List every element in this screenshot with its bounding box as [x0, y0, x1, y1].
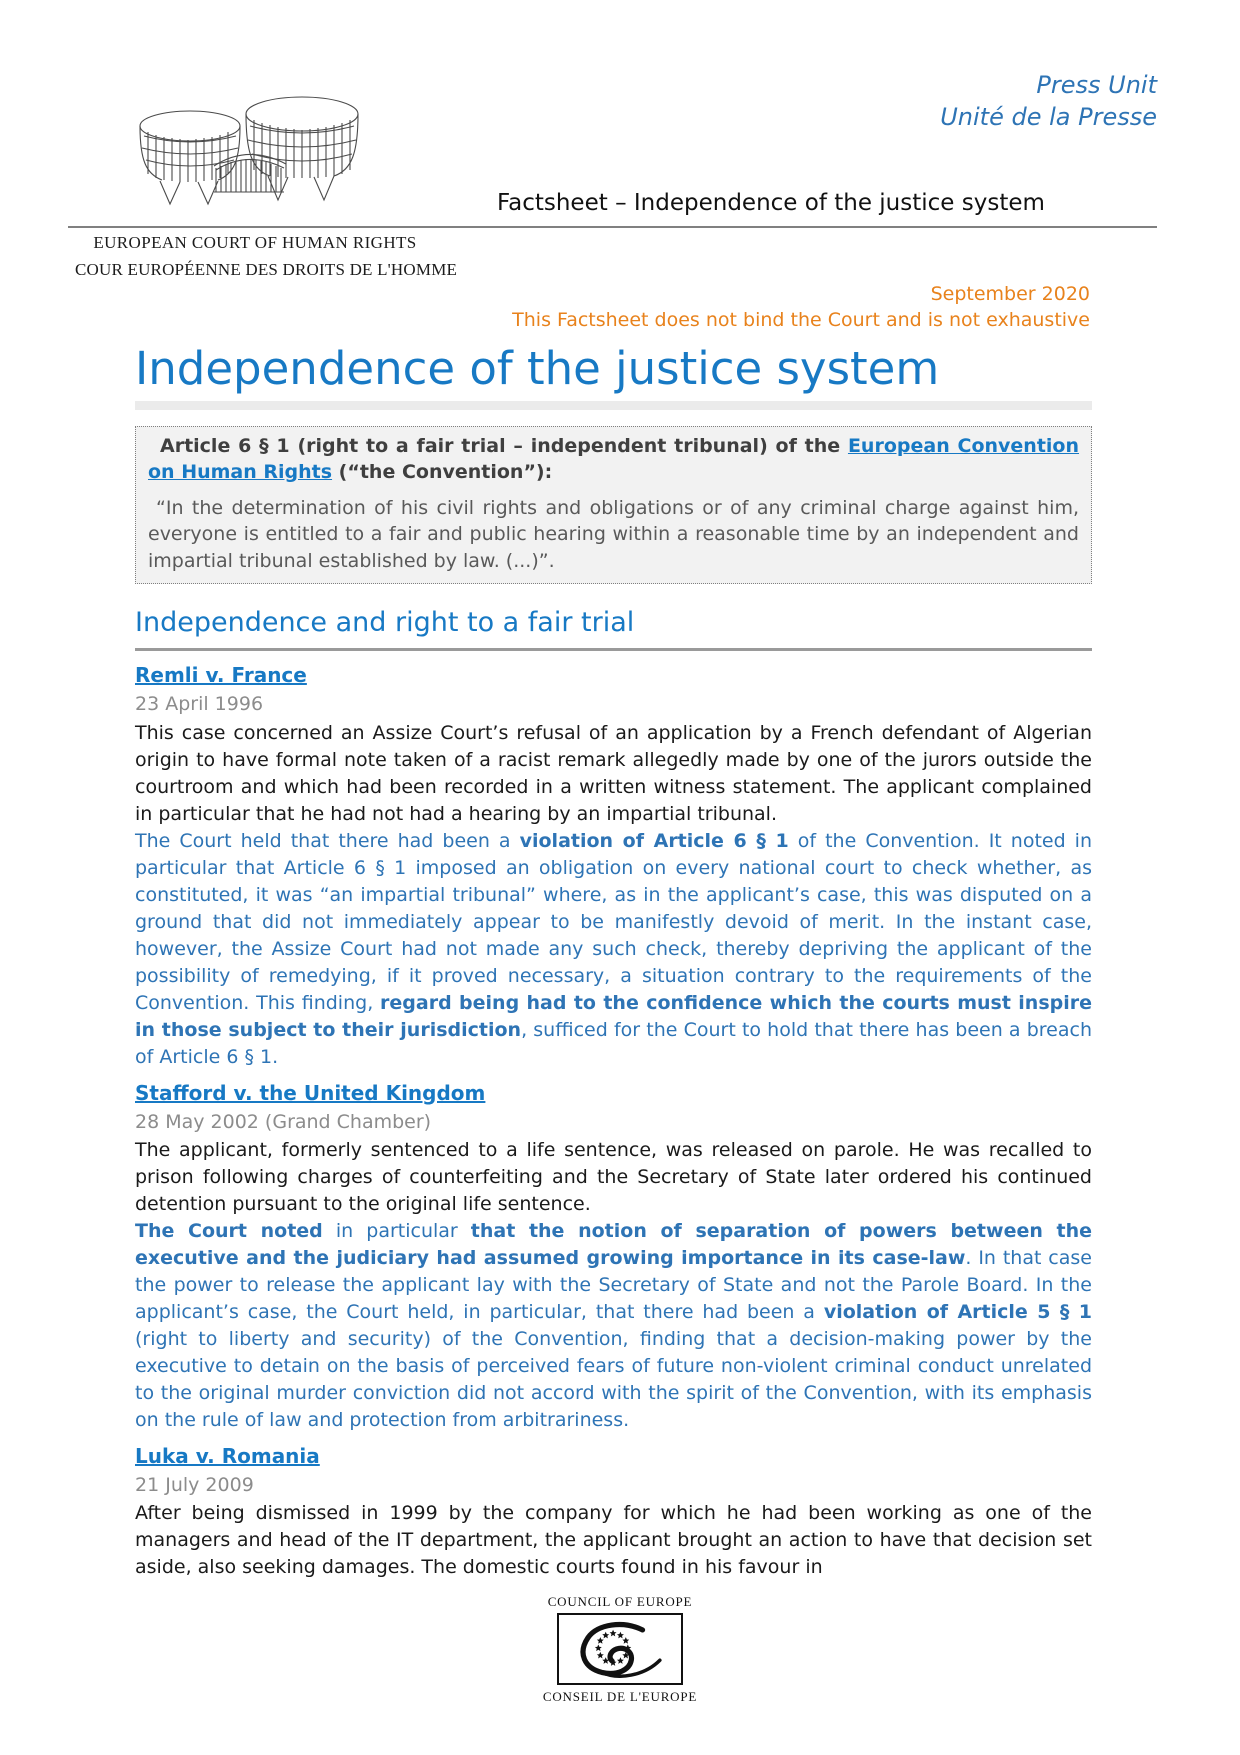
coe-label-fr: CONSEIL DE L'EUROPE [542, 1689, 698, 1704]
press-unit-en: Press Unit [1036, 71, 1157, 99]
section-title: Independence and right to a fair trial [135, 606, 635, 638]
case-date: 28 May 2002 (Grand Chamber) [135, 1110, 432, 1133]
footer [0, 1594, 1240, 1705]
press-unit-label [940, 70, 1157, 133]
convention-box [135, 426, 1092, 584]
case-facts: The applicant, formerly sentenced to a life sentence, was released on parole. He was recalled to prison following charges of counterfeiting and the Secretary of State later ordered his continued detention pursuant to the original life sentence. [135, 1139, 1092, 1216]
case-facts: This case concerned an Assize Court’s refusal of an application by a French defendant of Algerian origin to have formal note taken of a racist remark allegedly made by one of the jurors outside the courtroom and which had been recorded in a written witness statement. The applicant complained in particular that he had not had a hearing by an impartial tribunal. [135, 721, 1092, 825]
convention-quote: “In the determination of his civil rights and obligations or of any criminal charge against him, everyone is entitled to a fair and public hearing within a reasonable time by an independent and impartial tribunal established by law. (...)”. [148, 496, 1079, 572]
page-title: Independence of the justice system [135, 342, 940, 395]
case-link-remli[interactable]: Remli v. France [135, 663, 307, 688]
header-divider [68, 226, 1157, 228]
echr-building-logo [118, 78, 370, 234]
notice-disclaimer: This Factsheet does not bind the Court and is not exhaustive [512, 309, 1090, 332]
convention-heading-suffix: (“the Convention”): [332, 461, 553, 484]
case-link-stafford[interactable]: Stafford v. the United Kingdom [135, 1080, 486, 1105]
press-unit-fr: Unité de la Presse [940, 102, 1157, 131]
main-content [135, 340, 1092, 1581]
notice-date: September 2020 [930, 283, 1090, 305]
case-stafford [135, 1081, 1092, 1434]
convention-box-heading [148, 433, 1079, 486]
case-remli [135, 663, 1092, 1070]
section-divider [135, 648, 1092, 651]
case-holding: The Court held that there had been a violation of Article 6 § 1 of the Convention. It noted in particular that Article 6 § 1 imposed an obligation on every national court to check whether, as constituted, it was “an impartial tribunal” where, as in the applicant’s case, this was disputed on a ground that did not immediately appear to be manifestly devoid of merit. In the instant case, however, the Assize Court had not made any such check, thereby depriving the applicant of the possibility of remedying, if it proved necessary, a situation contrary to the requirements of the Convention. This finding, regard being had to the confidence which the courts must inspire in those subject to their jurisdiction, sufficed for the Court to hold that there has been a breach of Article 6 § 1. [135, 829, 1093, 1068]
case-link-luka[interactable]: Luka v. Romania [135, 1443, 320, 1468]
org-names [75, 233, 458, 280]
case-facts: After being dismissed in 1999 by the company for which he had been working as one of the managers and head of the IT department, the applicant brought an action to have that decision set aside, also seeking damages. The domestic courts found in his favour in [135, 1502, 1092, 1579]
factsheet-header-title: Factsheet – Independence of the justice system [497, 190, 1045, 216]
convention-heading-prefix: Article 6 § 1 (right to a fair trial – independent tribunal) of the [160, 434, 848, 457]
notice-block [512, 281, 1090, 333]
org-name-fr: COUR EUROPÉENNE DES DROITS DE L'HOMME [75, 260, 458, 279]
coe-logo [557, 1613, 683, 1685]
coe-label-en: COUNCIL OF EUROPE [547, 1594, 693, 1609]
case-date: 23 April 1996 [135, 693, 264, 716]
case-date: 21 July 2009 [135, 1473, 254, 1496]
case-holding: The Court noted in particular that the notion of separation of powers between the executive and the judiciary had assumed growing importance in its case-law. In that case the power to release the applicant lay with the Secretary of State and not the Parole Board. In the applicant’s case, the Court held, in particular, that there had been a violation of Article 5 § 1 (right to liberty and security) of the Convention, finding that a decision-making power by the executive to detain on the basis of perceived fears of future non-violent criminal conduct unrelated to the original murder conviction did not accord with the spirit of the Convention, with its emphasis on the rule of law and protection from arbitrariness. [135, 1220, 1093, 1431]
title-underline-bar [135, 401, 1092, 410]
case-luka [135, 1444, 1092, 1582]
convention-link[interactable]: European Convention on Human Rights [148, 434, 1080, 484]
org-name-en: EUROPEAN COURT OF HUMAN RIGHTS [93, 233, 417, 252]
